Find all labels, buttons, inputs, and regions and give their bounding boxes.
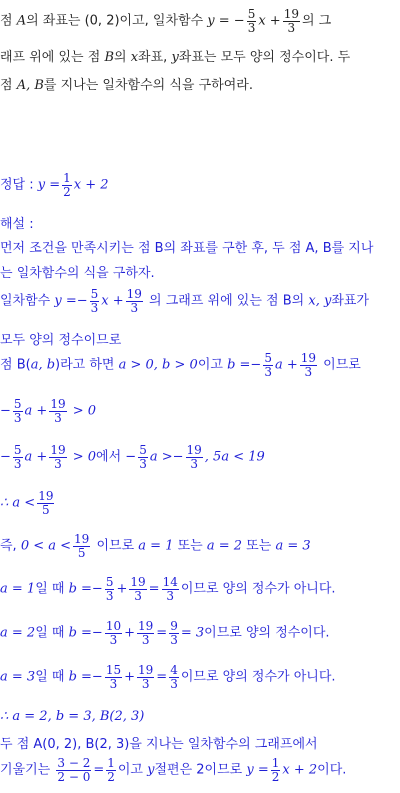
solution-line-10: a = 1일 때 b =− $\frac{5}{3}$ + $\frac{19}{3}$ = $\frac{14}{3}$ 이므로 양의 정수가 아니다. — [0, 575, 336, 603]
solution-line-1: 먼저 조건을 만족시키는 점 B의 좌표를 구한 후, 두 점 A, B를 지나 — [0, 241, 374, 256]
math: y = − — [207, 13, 245, 29]
text: 의 좌표는 (0, 2)이고, 일차함수 — [26, 13, 208, 29]
math: A — [16, 13, 27, 29]
text: 의 — [114, 50, 131, 65]
math: y = — [37, 177, 61, 193]
fraction: $\frac{19}{3}$ — [283, 7, 299, 35]
solution-line-6: − $\frac{5}{3}$ a + $\frac{19}{3}$ > 0 — [0, 397, 97, 425]
solution-line-4: 모두 양의 정수이므로 — [0, 333, 122, 348]
text: 의 그 — [301, 13, 332, 29]
solution-line-7: − $\frac{5}{3}$ a + $\frac{19}{3}$ > 0에서 − $\frac{5}{3}$ a >− $\frac{19}{3}$ , 5a < 19 — [0, 443, 265, 471]
solution-line-2: 는 일차함수의 식을 구하자. — [0, 266, 155, 281]
solution-line-14: 두 점 A(0, 2), B(2, 3)을 지나는 일차함수의 그래프에서 — [0, 737, 318, 752]
solution-line-12: a = 3일 때 b =− $\frac{15}{3}$ + $\frac{19}{3}$ = $\frac{4}{3}$ 이므로 양의 정수가 아니다. — [0, 663, 336, 691]
solution-line-11: a = 2일 때 b =− $\frac{10}{3}$ + $\frac{19}{3}$ = $\frac{9}{3}$ = 3이므로 양의 정수이다. — [0, 619, 330, 647]
text: 점 — [0, 78, 17, 93]
text: 좌표, — [138, 50, 172, 65]
math: A, B — [16, 78, 44, 93]
text: 좌표는 모두 양의 정수이다. 두 — [178, 50, 351, 65]
text: 점 — [0, 13, 17, 29]
answer-label: 정답 : — [0, 177, 38, 193]
fraction: $\frac{5}{3}$ — [247, 7, 256, 35]
text: 를 지나는 일차함수의 식을 구하여라. — [43, 78, 253, 93]
problem-line-1 — [0, 8, 331, 34]
math: x + 2 — [73, 177, 109, 193]
solution-line-8: ∴ a < $\frac{19}{5}$ — [0, 489, 54, 517]
math: x + — [258, 13, 281, 29]
solution-line-5: 점 B(a, b)라고 하면 a > 0, b > 0이고 b =− $\frac{5}{3}$ a + $\frac{19}{3}$ 이므로 — [0, 351, 361, 379]
text: 래프 위에 있는 점 — [0, 50, 105, 65]
math: x — [130, 50, 139, 65]
solution-label: 해설 : — [0, 217, 34, 232]
answer-line — [0, 172, 109, 198]
problem-line-2 — [0, 46, 350, 65]
fraction: $\frac{1}{2}$ — [63, 171, 71, 199]
solution-line-13: ∴ a = 2, b = 3, B(2, 3) — [0, 709, 145, 724]
problem-line-3 — [0, 74, 253, 93]
solution-line-3: 일차함수 y =− $\frac{5}{3}$ x + $\frac{19}{3}$ 의 그래프 위에 있는 점 B의 x, y좌표가 — [0, 287, 369, 315]
math: y — [171, 50, 179, 65]
solution-line-15: 기울기는 $\frac{3 - 2}{2 - 0}$ = $\frac{1}{2}$ 이고 y절편은 2이므로 y = $\frac{1}{2}$ x + 2이다. — [0, 756, 347, 784]
solution-line-9: 즉, 0 < a < $\frac{19}{5}$ 이므로 a = 1 또는 a = 2 또는 a = 3 — [0, 532, 311, 560]
math: B — [104, 50, 114, 65]
